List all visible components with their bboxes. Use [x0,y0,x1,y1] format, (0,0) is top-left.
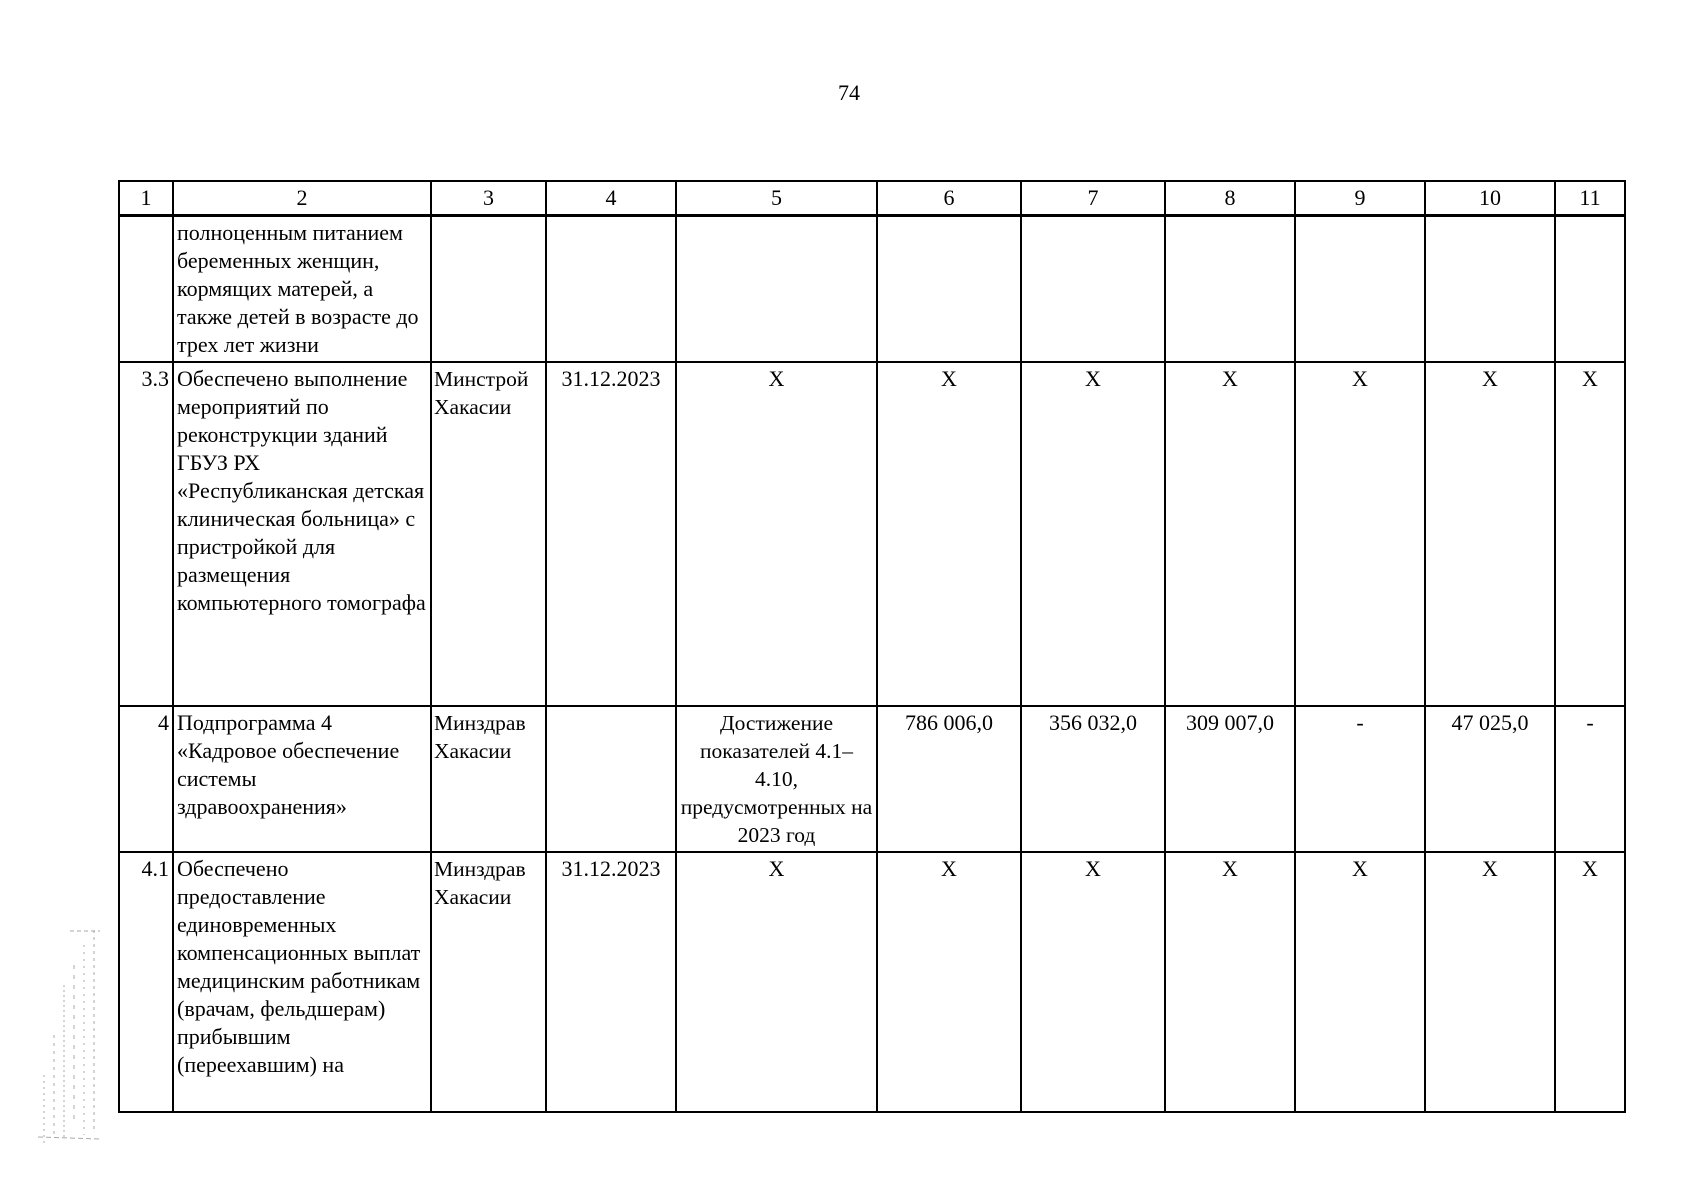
row-value: Х [1021,852,1165,1112]
row-number [119,216,173,363]
row-value: 356 032,0 [1021,706,1165,852]
table-row [119,362,1625,706]
row-value: Х [1555,852,1625,1112]
row-responsible [431,216,546,363]
column-number: 4 [546,181,676,216]
row-value [1021,216,1165,363]
column-number: 9 [1295,181,1425,216]
row-deadline: 31.12.2023 [546,852,676,1112]
row-value: Х [877,362,1021,706]
column-number: 5 [676,181,877,216]
table-row [119,216,1625,363]
row-value: Х [877,852,1021,1112]
column-number: 2 [173,181,431,216]
row-result: Х [676,362,877,706]
row-value: 309 007,0 [1165,706,1295,852]
row-value: Х [1425,852,1555,1112]
row-description: полноценным питанием беременных женщин, кормящих матерей, а также детей в возрасте до трех лет жизни [173,216,431,363]
row-responsible: Минздрав Хакасии [431,706,546,852]
row-value [1555,216,1625,363]
row-description: Обеспечено предоставление единовременных компенсационных выплат медицинским работникам (врачам, фельдшерам) прибывшим (переехавшим) на [173,852,431,1112]
row-result [676,216,877,363]
row-value: Х [1165,362,1295,706]
row-deadline [546,216,676,363]
row-value [877,216,1021,363]
activity-table [118,180,1626,1113]
row-deadline: 31.12.2023 [546,362,676,706]
column-number: 3 [431,181,546,216]
row-number: 3.3 [119,362,173,706]
row-value: Х [1555,362,1625,706]
row-value [1295,216,1425,363]
row-number: 4.1 [119,852,173,1112]
column-number: 1 [119,181,173,216]
row-result: Достижение показателей 4.1–4.10, предусмотренных на 2023 год [676,706,877,852]
row-description: Подпрограмма 4 «Кадровое обеспечение системы здравоохранения» [173,706,431,852]
table-row [119,852,1625,1112]
row-value [1425,216,1555,363]
row-value: Х [1165,852,1295,1112]
row-value [1165,216,1295,363]
row-value: Х [1021,362,1165,706]
column-number: 7 [1021,181,1165,216]
row-responsible: Минздрав Хакасии [431,852,546,1112]
row-number: 4 [119,706,173,852]
table-row [119,706,1625,852]
row-value: Х [1425,362,1555,706]
row-value: - [1295,706,1425,852]
scan-stamp-mark [34,925,106,1145]
row-deadline [546,706,676,852]
page-number: 74 [838,80,860,105]
row-responsible: Минстрой Хакасии [431,362,546,706]
row-value: Х [1295,362,1425,706]
row-value: 786 006,0 [877,706,1021,852]
column-number: 8 [1165,181,1295,216]
column-number: 6 [877,181,1021,216]
row-value: Х [1295,852,1425,1112]
column-number: 11 [1555,181,1625,216]
row-value: 47 025,0 [1425,706,1555,852]
row-value: - [1555,706,1625,852]
row-description: Обеспечено выполнение мероприятий по реконструкции зданий ГБУЗ РХ «Республиканская детская клиническая больница» с пристройкой для размещения компьютерного томографа [173,362,431,706]
table-header-row [119,181,1625,216]
row-result: Х [676,852,877,1112]
column-number: 10 [1425,181,1555,216]
